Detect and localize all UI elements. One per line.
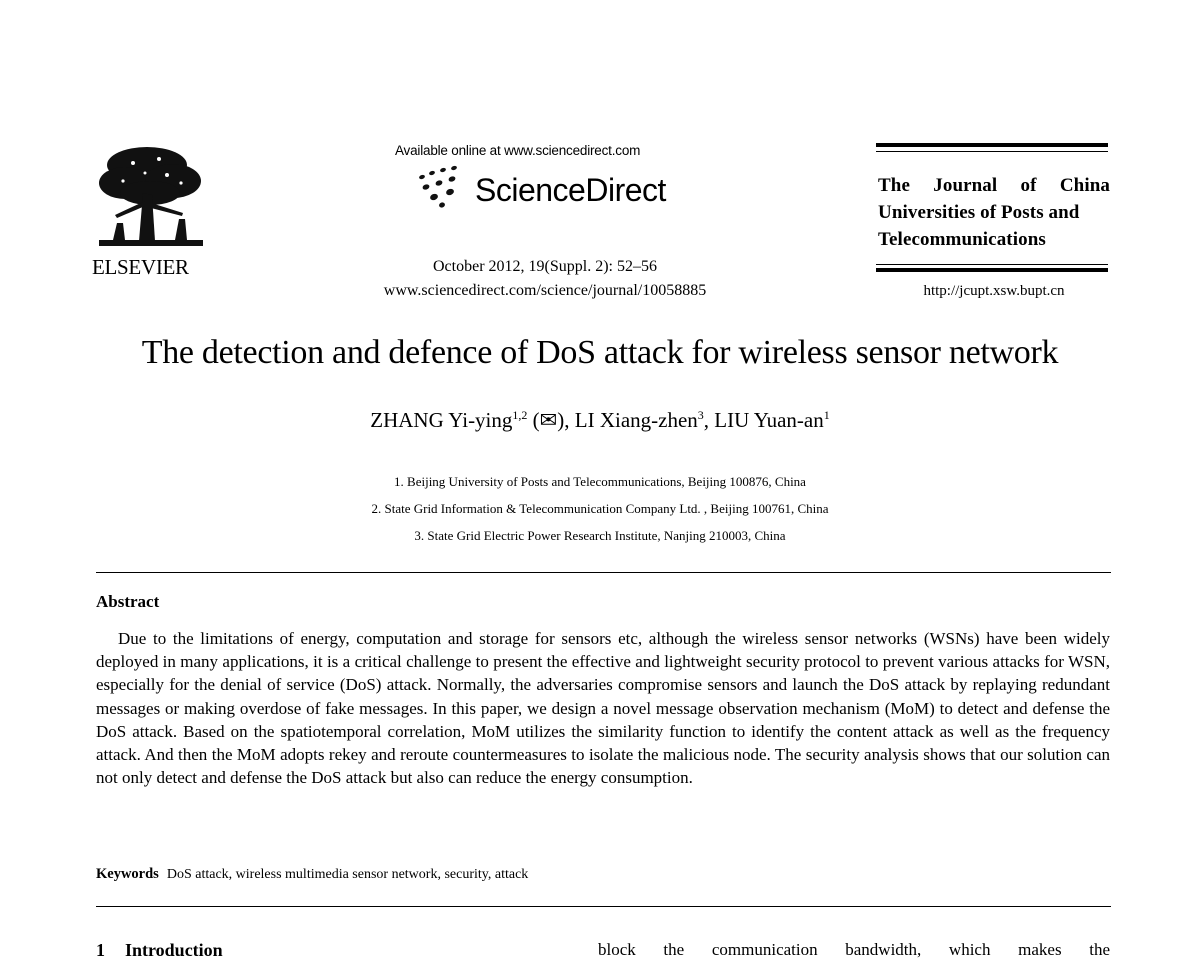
journal-top-rule-thin (876, 151, 1108, 152)
author-separator: , (564, 408, 575, 432)
keywords-text: DoS attack, wireless multimedia sensor network, security, attack (166, 867, 529, 882)
sciencedirect-name: ScienceDirect (475, 172, 666, 208)
journal-title-line: The Journal of China (878, 175, 1110, 196)
author-name: LIU Yuan-an (714, 408, 824, 432)
corresponding-author-envelope-icon: (✉) (527, 408, 565, 432)
divider-rule (96, 572, 1111, 573)
available-online-text: Available online at www.sciencedirect.com (395, 143, 641, 158)
journal-bottom-rule-thin (876, 264, 1108, 265)
author-affiliation-mark: 1,2 (512, 408, 528, 422)
author-affiliation-mark: 3 (697, 408, 704, 422)
section-title: Introduction (125, 940, 223, 960)
elsevier-tree-logo (95, 143, 207, 251)
journal-bottom-rule-thick (876, 268, 1108, 272)
sciencedirect-dots-icon (412, 165, 464, 209)
column-two-text: block the communication bandwidth, which makes the (598, 940, 1110, 959)
journal-top-rule-thick (876, 143, 1108, 147)
publisher-name: ELSEVIER (92, 255, 189, 279)
affiliation: 1. Beijing University of Posts and Telecommunications, Beijing 100876, China (394, 474, 806, 489)
section-number: 1 (96, 940, 105, 960)
journal-site-url: http://jcupt.xsw.bupt.cn (923, 283, 1065, 299)
section-heading (96, 940, 243, 961)
issue-info: October 2012, 19(Suppl. 2): 52–56 (433, 258, 657, 275)
journal-title-line: Telecommunications (878, 229, 1046, 250)
journal-url: www.sciencedirect.com/science/journal/10058885 (383, 282, 707, 299)
abstract-heading: Abstract (96, 592, 160, 611)
journal-title-line: Universities of Posts and (878, 202, 1080, 223)
divider-rule (96, 906, 1111, 907)
paper-title: The detection and defence of DoS attack for wireless sensor network (141, 334, 1059, 371)
keywords-label: Keywords (96, 866, 159, 882)
affiliation: 2. State Grid Information & Telecommunication Company Ltd. , Beijing 100761, China (371, 501, 829, 516)
author-name: LI Xiang-zhen (574, 408, 698, 432)
keywords-line (96, 866, 528, 883)
author-list (0, 408, 1200, 433)
author-separator: , (703, 408, 715, 432)
author-affiliation-mark: 1 (823, 408, 830, 422)
affiliation: 3. State Grid Electric Power Research Institute, Nanjing 210003, China (414, 528, 786, 543)
author-name: ZHANG Yi-ying (370, 408, 513, 432)
abstract-text: Due to the limitations of energy, computation and storage for sensors etc, although the wireless sensor networks (WSNs) have been widely deployed in many applications, it is a critical challenge to present the effective and lightweight security protocol to prevent various attacks for WSN, especially for the denial of service (DoS) attack. Normally, the adversaries compromise sensors and launch the DoS attack by replaying redundant messages or making overdose of fake messages. In this paper, we design a novel message observation mechanism (MoM) to detect and defense the DoS attack. Based on the spatiotemporal correlation, MoM utilizes the similarity function to identify the content attack as well as the frequency attack. And then the MoM adopts rekey and reroute countermeasures to isolate the malicious node. The security analysis shows that our solution can not only detect and defense the DoS attack but also can reduce the energy consumption. (96, 629, 1110, 788)
journal-title (878, 172, 1110, 253)
